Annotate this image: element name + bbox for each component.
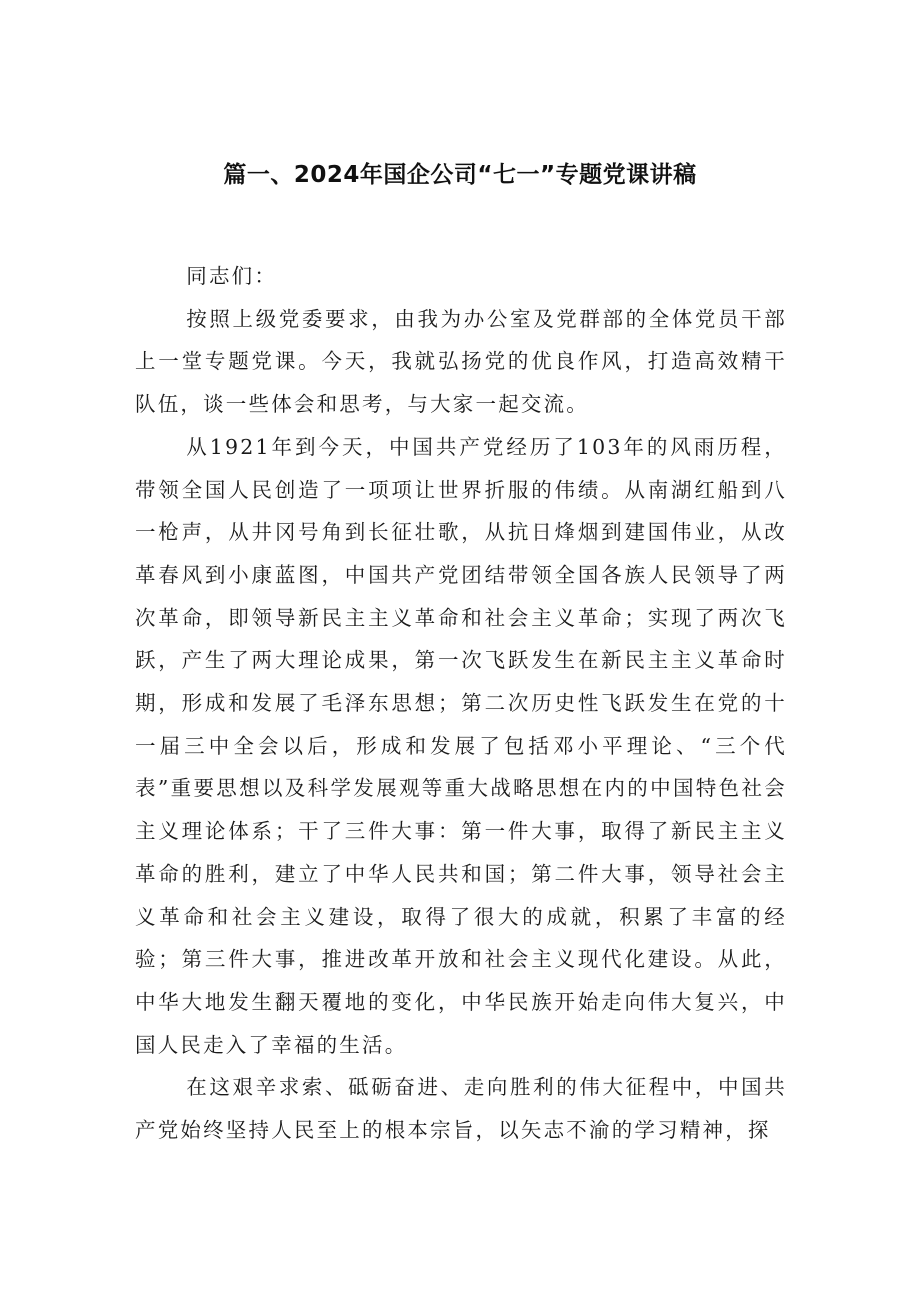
document-title: 篇一、2024年国企公司“七一”专题党课讲稿 (223, 162, 697, 188)
document-body (135, 255, 787, 1152)
paragraph-2: 从1921年到今天，中国共产党经历了103年的风雨历程，带领全国人民创造了一项项让世界折服的伟绩。从南湖红船到八一枪声，从井冈号角到长征壮歌，从抗日烽烟到建国伟业，从改革春风到小康蓝图，中国共产党团结带领全国各族人民领导了两次革命，即领导新民主主义革命和社会主义革命；实现了两次飞跃，产生了两大理论成果，第一次飞跃发生在新民主主义革命时期，形成和发展了毛泽东思想；第二次历史性飞跃发生在党的十一届三中全会以后，形成和发展了包括邓小平理论、“三个代表”重要思想以及科学发展观等重大战略思想在内的中国特色社会主义理论体系；干了三件大事：第一件大事，取得了新民主主义革命的胜利，建立了中华人民共和国；第二件大事，领导社会主义革命和社会主义建设，取得了很大的成就，积累了丰富的经验；第三件大事，推进改革开放和社会主义现代化建设。从此，中华大地发生翻天覆地的变化，中华民族开始走向伟大复兴，中国人民走入了幸福的生活。 (135, 434, 787, 1057)
paragraph-1: 按照上级党委要求，由我为办公室及党群部的全体党员干部上一堂专题党课。今天，我就弘扬党的优良作风，打造高效精干队伍，谈一些体会和思考，与大家一起交流。 (135, 306, 787, 417)
salutation: 同志们： (186, 264, 278, 288)
paragraph-3: 在这艰辛求索、砥砺奋进、走向胜利的伟大征程中，中国共产党始终坚持人民至上的根本宗旨，以矢志不渝的学习精神，探 (135, 1075, 787, 1143)
